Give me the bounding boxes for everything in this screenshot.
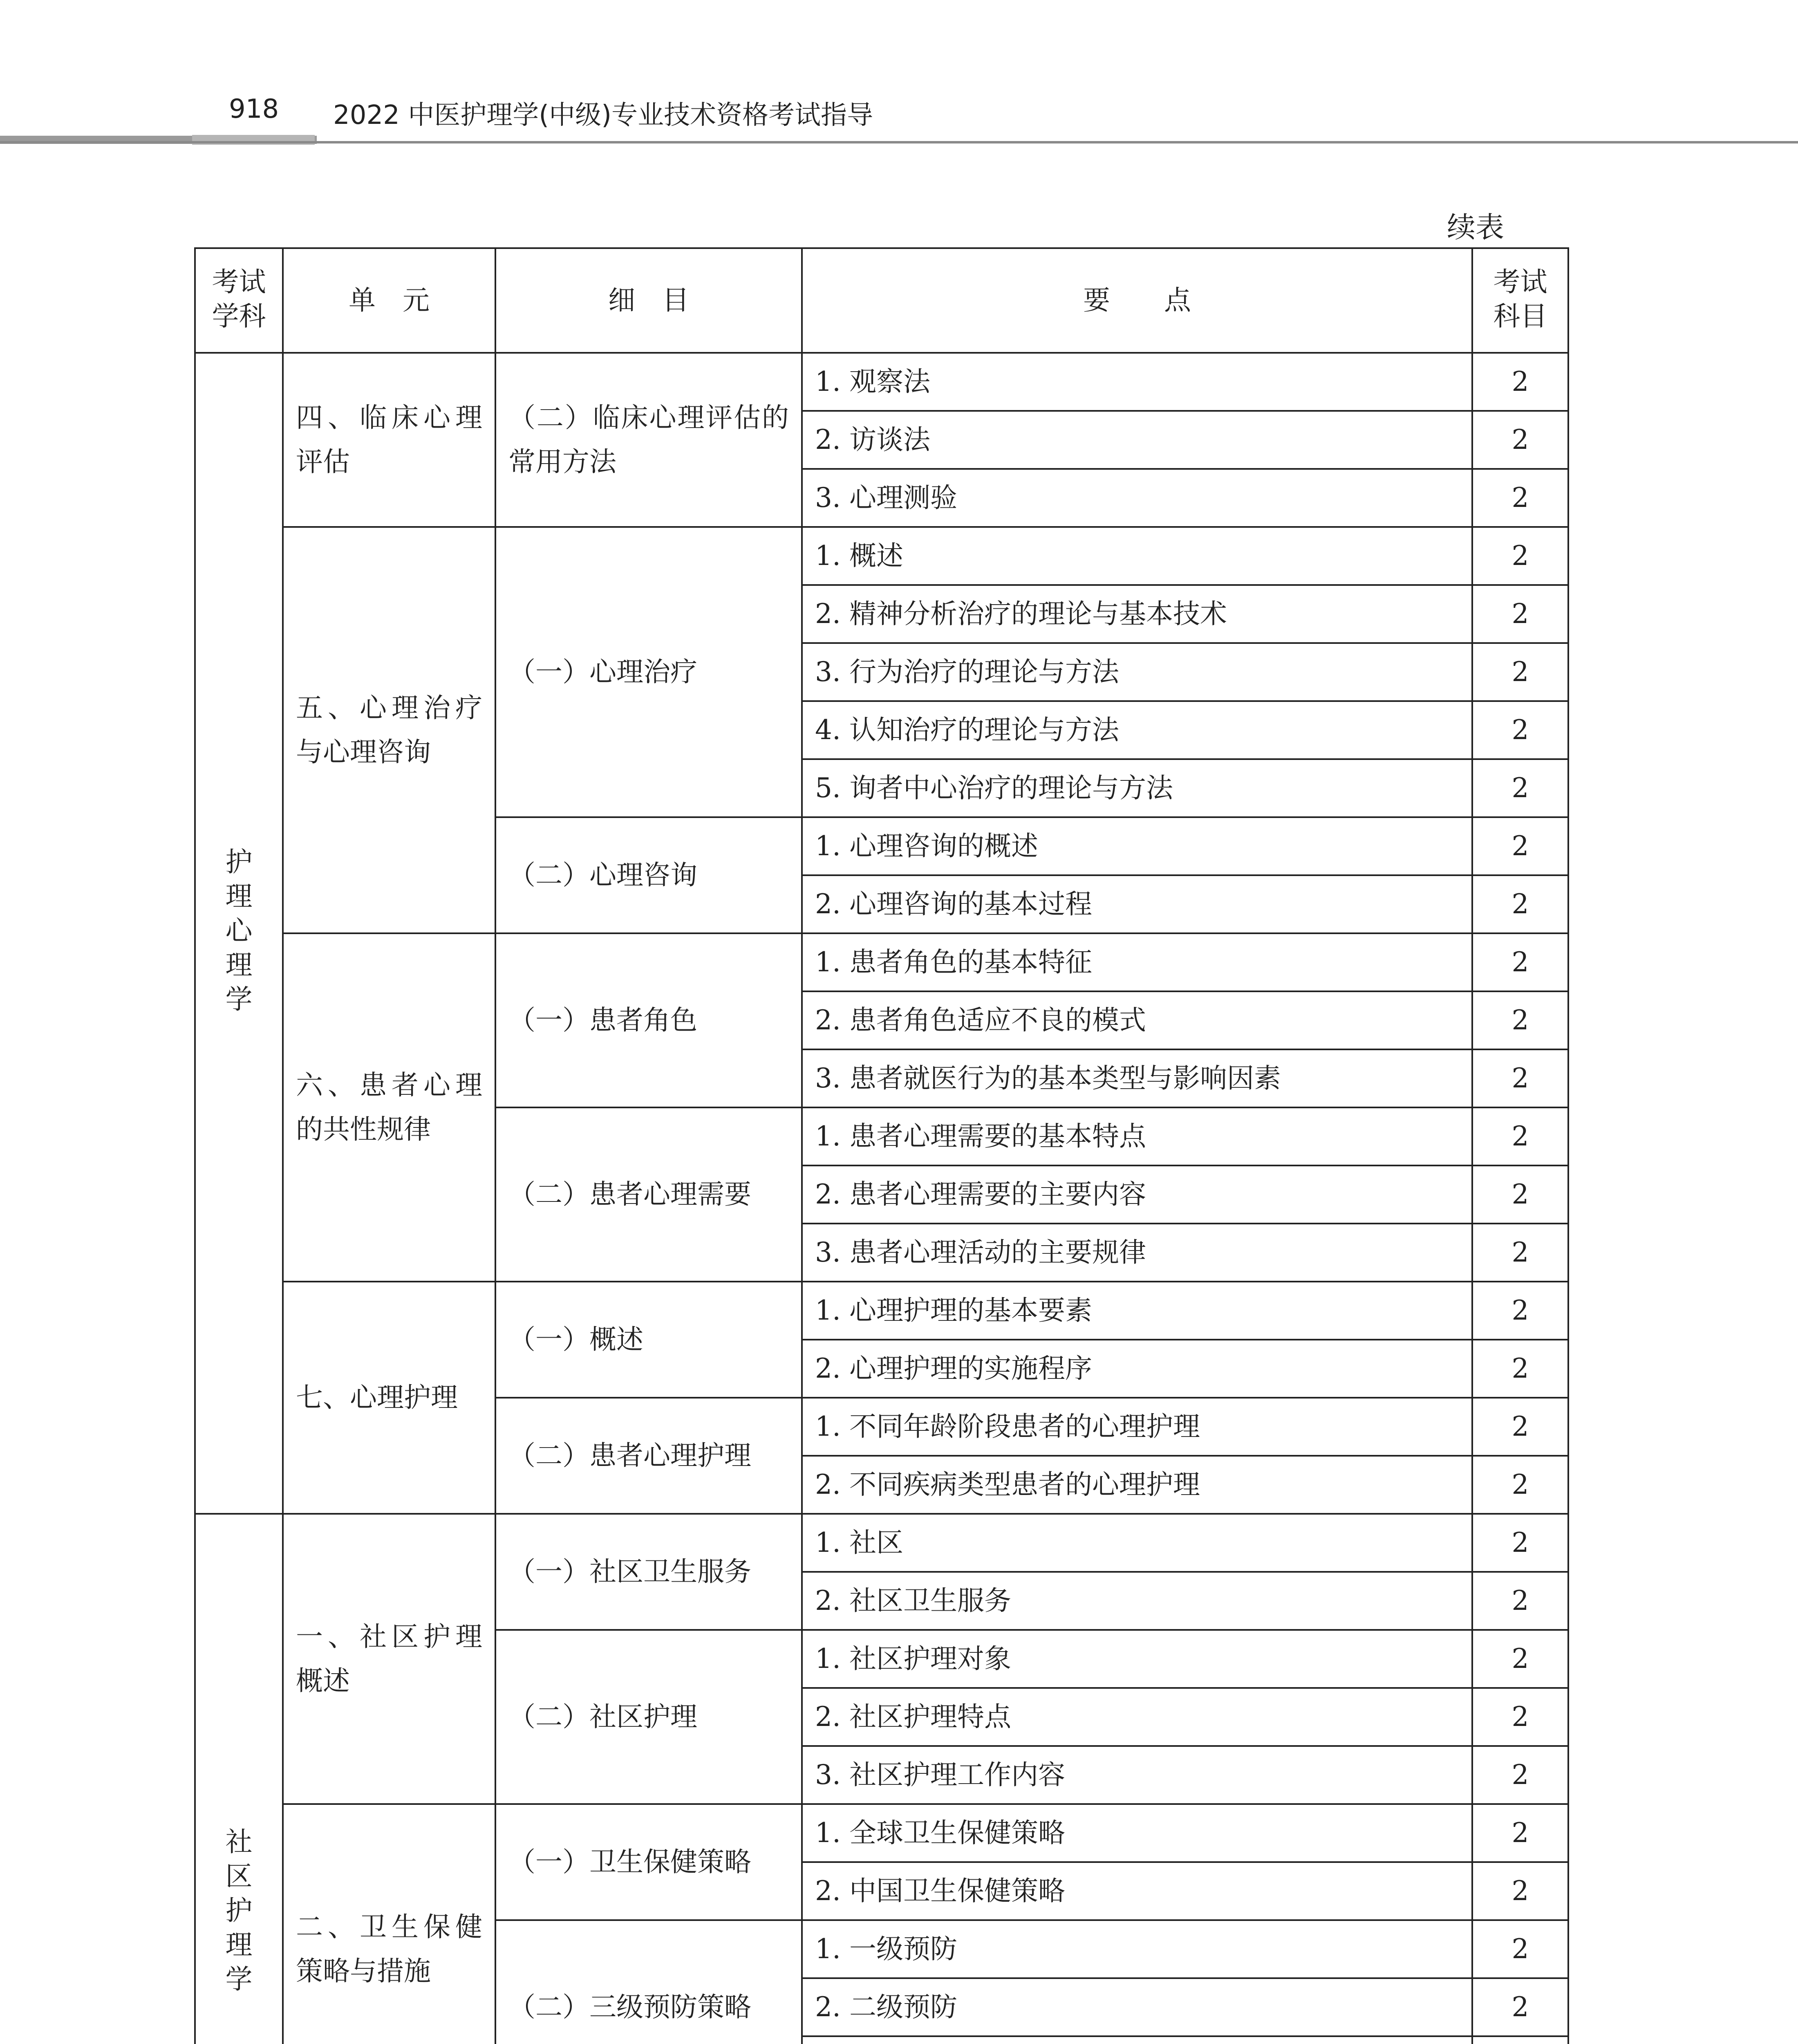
score-cell: 2 <box>1472 1165 1568 1224</box>
unit-cell: 一、社区护理概述 <box>283 1514 495 1804</box>
score-cell: 2 <box>1472 1049 1568 1107</box>
subject-name: 护理心理学 <box>225 846 253 1015</box>
table-row <box>195 1804 1568 1862</box>
score-cell: 2 <box>1472 1340 1568 1398</box>
score-cell: 2 <box>1472 1746 1568 1804</box>
score-cell: 2 <box>1472 1514 1568 1572</box>
point-cell: 2. 访谈法 <box>802 411 1472 469</box>
header-score <box>1472 248 1568 353</box>
point-cell: 2. 社区卫生服务 <box>802 1572 1472 1630</box>
point-cell: 1. 患者心理需要的基本特点 <box>802 1107 1472 1165</box>
point-cell: 1. 社区护理对象 <box>802 1630 1472 1688</box>
item-cell: （一）概述 <box>495 1282 802 1398</box>
score-cell: 2 <box>1472 1398 1568 1456</box>
item-cell: （二）社区护理 <box>495 1630 802 1804</box>
table-row <box>195 1514 1568 1572</box>
subject-cell <box>195 1514 283 2044</box>
syllabus-table <box>194 247 1569 2044</box>
page-number: 918 <box>229 94 279 124</box>
point-cell: 1. 心理护理的基本要素 <box>802 1282 1472 1340</box>
item-cell: （一）患者角色 <box>495 933 802 1107</box>
score-cell <box>1472 2036 1568 2044</box>
header-item: 细 目 <box>495 248 802 353</box>
unit-cell: 五、心理治疗与心理咨询 <box>283 527 495 933</box>
point-cell: 3. 心理测验 <box>802 469 1472 527</box>
point-cell: 1. 心理咨询的概述 <box>802 817 1472 875</box>
point-cell: 5. 询者中心治疗的理论与方法 <box>802 759 1472 817</box>
header-subject <box>195 248 283 353</box>
table-body <box>195 353 1568 2044</box>
score-cell: 2 <box>1472 1456 1568 1514</box>
point-cell: 1. 观察法 <box>802 353 1472 411</box>
score-cell: 2 <box>1472 1572 1568 1630</box>
score-cell: 2 <box>1472 1107 1568 1165</box>
score-cell: 2 <box>1472 1978 1568 2036</box>
point-cell: 1. 社区 <box>802 1514 1472 1572</box>
point-cell: 1. 患者角色的基本特征 <box>802 933 1472 991</box>
subject-cell <box>195 353 283 1514</box>
point-cell: 2. 中国卫生保健策略 <box>802 1862 1472 1920</box>
point-cell: 4. 认知治疗的理论与方法 <box>802 701 1472 759</box>
point-cell: 2. 心理咨询的基本过程 <box>802 875 1472 933</box>
header-subject-text: 考试学科 <box>212 266 266 332</box>
item-cell: （二）患者心理需要 <box>495 1107 802 1282</box>
score-cell: 2 <box>1472 933 1568 991</box>
point-cell: 2. 不同疾病类型患者的心理护理 <box>802 1456 1472 1514</box>
item-cell: （二）临床心理评估的常用方法 <box>495 353 802 527</box>
point-cell: 3. 患者就医行为的基本类型与影响因素 <box>802 1049 1472 1107</box>
point-cell: 3. 行为治疗的理论与方法 <box>802 643 1472 701</box>
score-cell: 2 <box>1472 991 1568 1049</box>
score-cell: 2 <box>1472 759 1568 817</box>
table-row <box>195 527 1568 585</box>
score-cell: 2 <box>1472 1804 1568 1862</box>
page-header <box>0 0 1798 147</box>
point-cell: 2. 精神分析治疗的理论与基本技术 <box>802 585 1472 643</box>
score-cell: 2 <box>1472 1920 1568 1978</box>
score-cell: 2 <box>1472 701 1568 759</box>
header-score-text: 考试科目 <box>1493 266 1547 332</box>
table-row <box>195 1282 1568 1340</box>
point-cell: 3. 社区护理工作内容 <box>802 1746 1472 1804</box>
score-cell: 2 <box>1472 875 1568 933</box>
point-cell: 2. 患者角色适应不良的模式 <box>802 991 1472 1049</box>
table-header-row <box>195 248 1568 353</box>
score-cell: 2 <box>1472 1630 1568 1688</box>
book-title: 2022 中医护理学(中级)专业技术资格考试指导 <box>333 100 873 130</box>
point-cell: 2. 患者心理需要的主要内容 <box>802 1165 1472 1224</box>
header-point: 要 点 <box>802 248 1472 353</box>
score-cell: 2 <box>1472 1862 1568 1920</box>
point-cell: 2. 社区护理特点 <box>802 1688 1472 1746</box>
table-row <box>195 353 1568 411</box>
point-cell: 2. 二级预防 <box>802 1978 1472 2036</box>
header-unit: 单 元 <box>283 248 495 353</box>
score-cell: 2 <box>1472 585 1568 643</box>
score-cell: 2 <box>1472 1688 1568 1746</box>
unit-cell: 四、临床心理评估 <box>283 353 495 527</box>
item-cell: （二）三级预防策略 <box>495 1920 802 2044</box>
unit-cell: 二、卫生保健策略与措施 <box>283 1804 495 2044</box>
point-cell: 1. 一级预防 <box>802 1920 1472 1978</box>
score-cell: 2 <box>1472 353 1568 411</box>
continued-label: 续表 <box>1447 211 1504 244</box>
score-cell: 2 <box>1472 817 1568 875</box>
item-cell: （一）心理治疗 <box>495 527 802 817</box>
score-cell: 2 <box>1472 1224 1568 1282</box>
point-cell: 1. 全球卫生保健策略 <box>802 1804 1472 1862</box>
score-cell: 2 <box>1472 411 1568 469</box>
point-cell: 2. 心理护理的实施程序 <box>802 1340 1472 1398</box>
score-cell: 2 <box>1472 643 1568 701</box>
point-cell: 1. 不同年龄阶段患者的心理护理 <box>802 1398 1472 1456</box>
item-cell: （二）心理咨询 <box>495 817 802 933</box>
subject-name: 社区护理学 <box>225 1826 253 1995</box>
point-cell: 3. 患者心理活动的主要规律 <box>802 1224 1472 1282</box>
point-cell: 1. 概述 <box>802 527 1472 585</box>
point-cell <box>802 2036 1472 2044</box>
unit-cell: 七、心理护理 <box>283 1282 495 1514</box>
unit-cell: 六、患者心理的共性规律 <box>283 933 495 1282</box>
score-cell: 2 <box>1472 527 1568 585</box>
table-row <box>195 933 1568 991</box>
item-cell: （一）社区卫生服务 <box>495 1514 802 1630</box>
score-cell: 2 <box>1472 469 1568 527</box>
header-rule <box>0 141 1798 143</box>
score-cell: 2 <box>1472 1282 1568 1340</box>
item-cell: （二）患者心理护理 <box>495 1398 802 1514</box>
item-cell: （一）卫生保健策略 <box>495 1804 802 1920</box>
